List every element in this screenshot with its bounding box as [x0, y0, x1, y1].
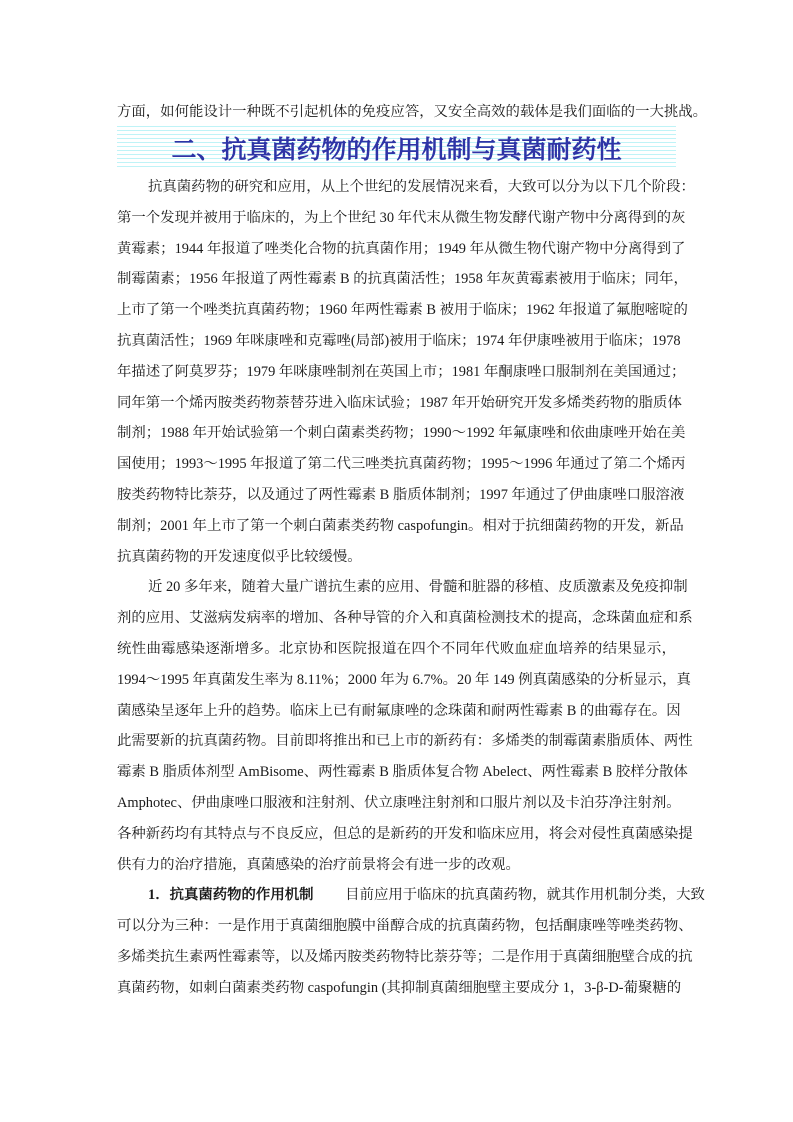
paragraph-2-line: 霉素 B 脂质体剂型 AmBisome、两性霉素 B 脂质体复合物 Abelect、两性霉素 B 胶样分散体 [117, 764, 688, 781]
paragraph-1-line: 同年第一个烯丙胺类药物萘替芬进入临床试验；1987 年开始研究开发多烯类药物的脂质体 [117, 394, 682, 411]
paragraph-1-line: 制剂；1988 年开始试验第一个刺白菌素类药物；1990～1992 年氟康唑和依曲康唑开始在美 [117, 425, 686, 442]
paragraph-1-line: 抗真菌药物的研究和应用，从上个世纪的发展情况来看，大致可以分为以下几个阶段： [148, 179, 695, 195]
paragraph-1-line: 胺类药物特比萘芬，以及通过了两性霉素 B 脂质体制剂；1997 年通过了伊曲康唑口服溶液 [117, 487, 685, 503]
paragraph-1-line: 第一个发现并被用于临床的，为上个世纪 30 年代末从微生物发酵代谢产物中分离得到的灰 [117, 209, 686, 226]
paragraph-1-line: 制霉菌素；1956 年报道了两性霉素 B 的抗真菌活性；1958 年灰黄霉素被用于临床；同年， [117, 271, 688, 288]
paragraph-2-line: 1994～1995 年真菌发生率为 8.11%；2000 年为 6.7%。20 年 149 例真菌感染的分析显示，真 [117, 671, 691, 688]
paragraph-2-line: 各种新药均有其特点与不良反应，但总的是新药的开发和临床应用，将会对侵性真菌感染提 [117, 825, 693, 842]
paragraph-1-line: 上市了第一个唑类抗真菌药物；1960 年两性霉素 B 被用于临床；1962 年报道了氟胞嘧啶的 [117, 302, 688, 319]
paragraph-1-line: 国使用；1993～1995 年报道了第二代三唑类抗真菌药物；1995～1996 年通过了第二个烯丙 [117, 456, 686, 473]
paragraph-2-line: 统性曲霉感染逐渐增多。北京协和医院报道在四个不同年代败血症血培养的结果显示， [117, 641, 676, 657]
subsection-line: 可以分为三种：一是作用于真菌细胞膜中甾醇合成的抗真菌药物，包括酮康唑等唑类药物、 [117, 918, 693, 935]
paragraph-1-line: 制剂；2001 年上市了第一个刺白菌素类药物 caspofungin。相对于抗细菌药物的开发，新品 [117, 517, 684, 534]
subsection-title: 1．抗真菌药物的作用机制 [148, 887, 314, 904]
paragraph-2-line: 此需要新的抗真菌药物。目前即将推出和已上市的新药有：多烯类的制霉菌素脂质体、两性 [117, 733, 693, 750]
subsection-first-line-text: 目前应用于临床的抗真菌药物，就其作用机制分类，大致 [345, 887, 705, 904]
paragraph-1-line: 抗真菌药物的开发速度似乎比较缓慢。 [117, 548, 362, 565]
paragraph-2-line: Amphotec、伊曲康唑口服液和注射剂、伏立康唑注射剂和口服片剂以及卡泊芬净注射剂。 [117, 795, 681, 811]
paragraph-2-line: 供有力的治疗措施，真菌感染的治疗前景将会有进一步的改观。 [117, 856, 520, 873]
carryover-line: 方面，如何能设计一种既不引起机体的免疫应答，又安全高效的载体是我们面临的一大挑战。 [117, 104, 708, 120]
paragraph-1-line: 年描述了阿莫罗芬；1979 年咪康唑制剂在英国上市；1981 年酮康唑口服制剂在美国通过； [117, 363, 686, 380]
subsection-line: 多烯类抗生素两性霉素等，以及烯丙胺类药物特比萘芬等；二是作用于真菌细胞壁合成的抗 [117, 949, 693, 965]
subsection-first-line [148, 885, 705, 905]
paragraph-2-line: 近 20 多年来，随着大量广谱抗生素的应用、骨髓和脏器的移植、皮质激素及免疫抑制 [148, 579, 688, 596]
subsection-line: 真菌药物，如刺白菌素类药物 caspofungin (其抑制真菌细胞壁主要成分 1，3-β-D-葡聚糖的 [117, 979, 682, 996]
paragraph-1-line: 黄霉素；1944 年报道了唑类化合物的抗真菌作用；1949 年从微生物代谢产物中分离得到了 [117, 240, 686, 257]
section-heading: 二、抗真菌药物的作用机制与真菌耐药性 [171, 136, 622, 164]
paragraph-2-line: 菌感染呈逐年上升的趋势。临床上已有耐氟康唑的念珠菌和耐两性霉素 B 的曲霉存在。因 [117, 702, 681, 719]
paragraph-2-line: 剂的应用、艾滋病发病率的增加、各种导管的介入和真菌检测技术的提高，念珠菌血症和系 [117, 610, 693, 627]
paragraph-1-line: 抗真菌活性；1969 年咪康唑和克霉唑(局部)被用于临床；1974 年伊康唑被用于临床；1978 [117, 333, 681, 349]
